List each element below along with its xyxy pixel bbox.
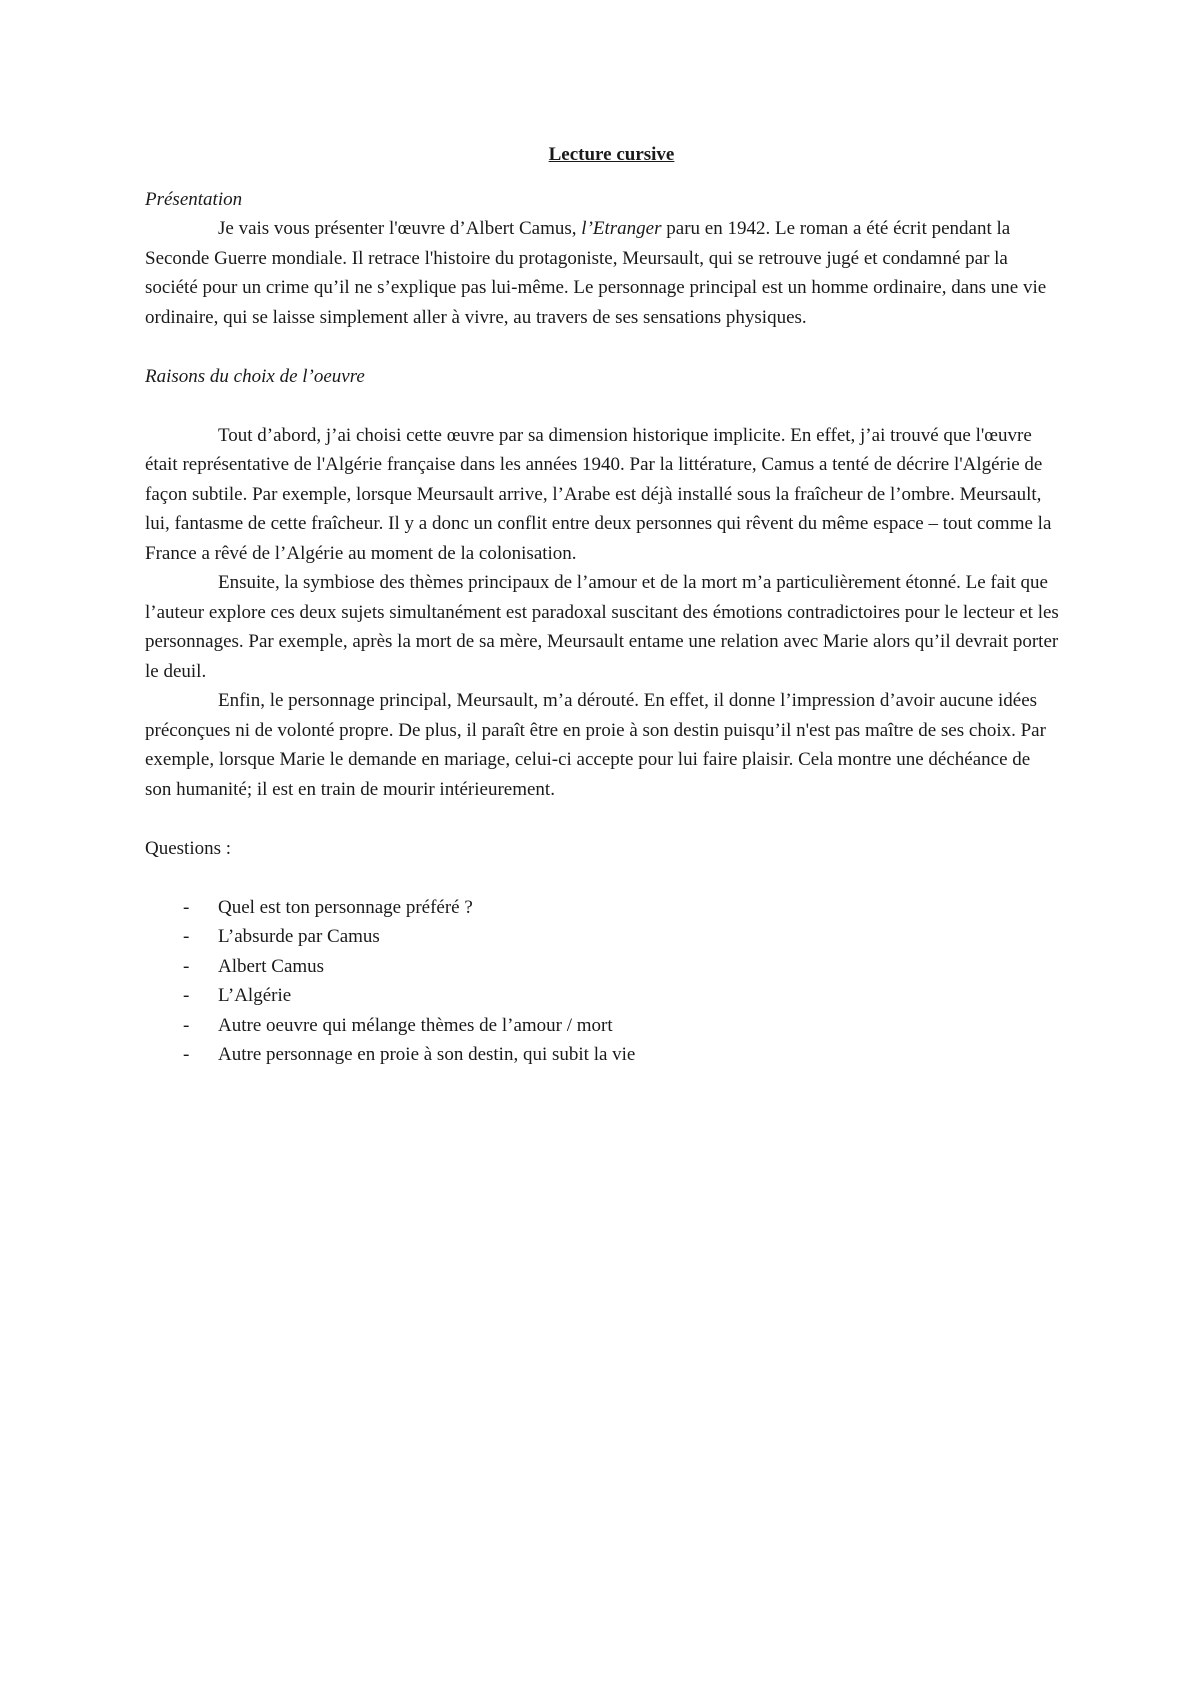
document-title: Lecture cursive — [548, 144, 675, 165]
bullet-dash: - — [183, 926, 190, 947]
spacer — [145, 170, 1060, 185]
list-item-text: Quel est ton personnage préféré ? — [218, 896, 473, 918]
bullet-dash: - — [183, 1044, 190, 1065]
list-item-text: Albert Camus — [218, 955, 325, 977]
section-heading-raisons: Raisons du choix de l’oeuvre — [145, 365, 365, 387]
list-item — [145, 1040, 1060, 1070]
bullet-dash: - — [183, 1014, 190, 1036]
list-item — [145, 1011, 1060, 1041]
list-item — [145, 922, 1060, 952]
spacer — [145, 332, 1060, 362]
bullet-dash: - — [183, 896, 190, 918]
spacer — [145, 391, 1060, 421]
document-content — [145, 140, 1060, 1070]
list-item — [145, 893, 1060, 923]
spacer — [145, 863, 1060, 893]
list-item-text: L’Algérie — [218, 985, 292, 1006]
list-item — [145, 981, 1060, 1011]
section-heading-presentation: Présentation — [145, 188, 243, 210]
questions-label: Questions : — [145, 837, 232, 859]
paragraph-raisons-1: Tout d’abord, j’ai choisi cette œuvre par sa dimension historique implicite. En effet, j’ai trouvé que l'œuvre était représentative de l'Algérie française dans les années 1940. Par la littérature, Camus a tenté de décrire l'Algérie de façon subtile. Par exemple, lorsque Meursault arrive, l’Arabe est déjà installé sous la fraîcheur de l’ombre. Meursault, lui, fantasme de cette fraîcheur. Il y a donc un conflit entre deux personnes qui rêvent du même espace – tout comme la France a rêvé de l’Algérie au moment de la colonisation. — [145, 424, 1052, 564]
list-item-text: Autre personnage en proie à son destin, qui subit la vie — [218, 1044, 636, 1065]
paragraph-raisons-3: Enfin, le personnage principal, Meursault, m’a dérouté. En effet, il donne l’impression d’avoir aucune idées préconçues ni de volonté propre. De plus, il paraît être en proie à son destin puisqu’il n'est pas maître de ses choix. Par exemple, lorsque Marie le demande en mariage, celui-ci accepte pour lui faire plaisir. Cela montre une déchéance de son humanité; il est en train de mourir intérieurement. — [145, 690, 1046, 800]
list-item-text: L’absurde par Camus — [218, 926, 380, 947]
presentation-text-start: Je vais vous présenter l'œuvre d’Albert Camus, — [218, 218, 582, 239]
bullet-dash: - — [183, 985, 190, 1006]
presentation-text-end: paru en 1942. Le roman a été écrit pendant la Seconde Guerre mondiale. Il retrace l'histoire du protagoniste, Meursault, qui se retrouve jugé et condamné par la société pour un crime qu’il ne s’explique pas lui-même. Le personnage principal est un homme ordinaire, dans une vie ordinaire, qui se laisse simplement aller à vivre, au travers de ses sensations physiques. — [145, 218, 1047, 328]
list-item — [145, 952, 1060, 982]
list-item-text: Autre oeuvre qui mélange thèmes de l’amour / mort — [218, 1014, 613, 1036]
paragraph-presentation — [145, 214, 1060, 332]
questions-list — [145, 893, 1060, 1070]
spacer — [145, 804, 1060, 834]
book-title: l’Etranger — [581, 218, 662, 239]
bullet-dash: - — [183, 955, 190, 977]
paragraph-raisons-2: Ensuite, la symbiose des thèmes principaux de l’amour et de la mort m’a particulièrement étonné. Le fait que l’auteur explore ces deux sujets simultanément est paradoxal suscitant des émotions contradictoires pour le lecteur et les personnages. Par exemple, après la mort de sa mère, Meursault entame une relation avec Marie alors qu’il devrait porter le deuil. — [145, 572, 1059, 682]
